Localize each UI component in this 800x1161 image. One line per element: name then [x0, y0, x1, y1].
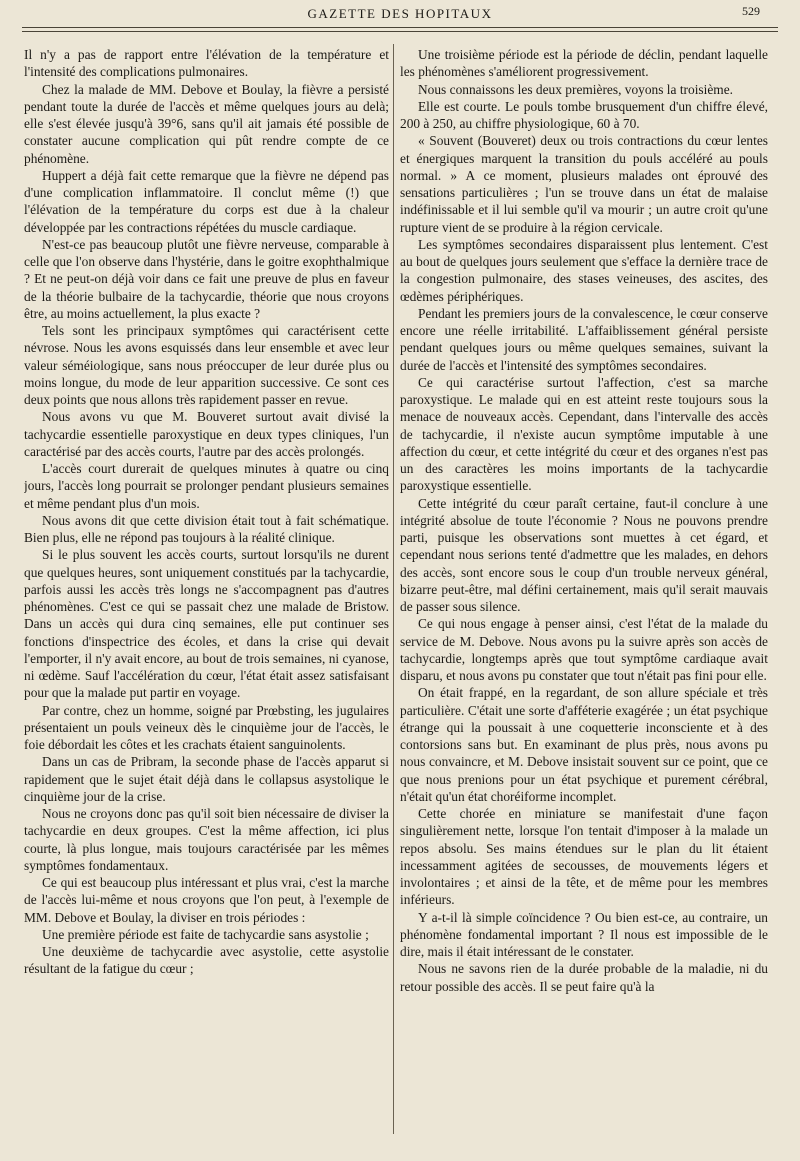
paragraph: Dans un cas de Pribram, la seconde phase de l'accès apparut si rapidement que le sujet était déjà dans le collapsus asystolique le cinquième jour de la crise. — [24, 754, 389, 804]
paragraph: Une troisième période est la période de déclin, pendant laquelle les phénomènes s'améliorent progressivement. — [400, 47, 768, 80]
paragraph: Les symptômes secondaires disparaissent plus lentement. C'est au bout de quelques jours seulement que s'efface la dernière trace de la congestion pulmonaire, des stases veineuses, des ascites, des œdèmes périphériques. — [400, 236, 768, 304]
page-number: 529 — [742, 4, 760, 18]
paragraph: Ce qui nous engage à penser ainsi, c'est l'état de la malade du service de M. Debove. Nous avons pu la suivre après son accès de tachycardie, longtemps après que tout symptôme cardiaque avait disparu, et nous avons pu constater que tout n'était pas fini pour elle. — [400, 616, 768, 683]
paragraph: Une deuxième de tachycardie avec asystolie, cette asystolie résultant de la fatigue du cœur ; — [24, 944, 389, 977]
paragraph: Nous ne croyons donc pas qu'il soit bien nécessaire de diviser la tachycardie en deux groupes. C'est la même affection, ici plus courte, là plus longue, mais toujours caractérisée par les mêmes symptômes fondamentaux. — [24, 806, 389, 873]
paragraph: Une première période est faite de tachycardie sans asystolie ; — [42, 926, 369, 942]
paragraph: Ce qui caractérise surtout l'affection, c'est sa marche paroxystique. Le malade qui en est atteint reste toujours sous la menace de nouveaux accès. Cependant, dans l'intervalle des accès de tachycardie, il n'existe aucun symptôme imputable à une affection du cœur, et cette intégrité du cœur et des organes n'est pas un des caractères les moins importants de la tachycardie paroxystique essentielle. — [400, 374, 768, 494]
paragraph: Cette chorée en miniature se manifestait d'une façon singulièrement nette, lorsque l'on tentait d'imposer à la malade un repos absolu. Ses mains étendues sur le plan du lit étaient incessamment agitées de secousses, de mouvements légers et involontaires ; et ainsi de la tête, et de même pour les membres inférieurs. — [400, 806, 768, 908]
paragraph: Cette intégrité du cœur paraît certaine, faut-il conclure à une intégrité absolue de toute l'économie ? Nous ne pouvons prendre parti, puisque les observations sont muettes à cet égard, et cependant nous serions tenté d'admettre que les malades, en dehors des accès, sont encore sous le coup d'un trouble nerveux général, bizarre peut-être, mal défini certainement, mais qu'il serait mauvais de passer sous silence. — [400, 495, 768, 614]
paragraph: Pendant les premiers jours de la convalescence, le cœur conserve encore une réelle irritabilité. L'affaiblissement général persiste pendant quelques jours ou même quelques semaines, suivant la durée de l'accès et l'intensité des symptômes secondaires. — [400, 305, 768, 373]
right-column — [400, 46, 768, 1136]
paragraph: Nous avons vu que M. Bouveret surtout avait divisé la tachycardie essentielle paroxystique en deux types cliniques, l'un caractérisé par des accès courts, l'autre par des accès prolongés. — [24, 409, 389, 459]
paragraph: Huppert a déjà fait cette remarque que la fièvre ne dépend pas d'une complication inflammatoire. Il conclut même (!) que l'élévation de la température du corps est due à la chaleur développée par les contractions répétées du muscle cardiaque. — [24, 167, 389, 235]
paragraph: Tels sont les principaux symptômes qui caractérisent cette névrose. Nous les avons esquissés dans leur ensemble et avec leur valeur séméiologique, sans nous préoccuper de leur durée plus ou moins longue, du mode de leur apparition successive. Ce sont ces deux points que nous allons très rapidement passer en revue. — [24, 323, 389, 407]
paragraph: Elle est courte. Le pouls tombe brusquement d'un chiffre élevé, 200 à 250, au chiffre physiologique, 60 à 70. — [400, 98, 768, 131]
paragraph: Nous connaissons les deux premières, voyons la troisième. — [418, 81, 733, 97]
paragraph: Ce qui est beaucoup plus intéressant et plus vrai, c'est la marche de l'accès lui-même et nous croyons que l'on peut, à l'exemple de MM. Debove et Boulay, la diviser en trois périodes : — [24, 875, 389, 925]
running-title: GAZETTE DES HOPITAUX — [307, 6, 493, 21]
paragraph: L'accès court durerait de quelques minutes à quatre ou cinq jours, l'accès long pourrait se prolonger pendant plusieurs semaines et même pendant plus d'un mois. — [24, 461, 389, 511]
column-divider — [393, 44, 394, 1134]
paragraph: Chez la malade de MM. Debove et Boulay, la fièvre a persisté pendant toute la durée de l'accès et même quelques jours au delà; elle s'est élevée jusqu'à 39°6, sans qu'il ait jamais été possible de constater aucune complication qui pût rendre compte de ce phénomène. — [24, 81, 389, 166]
paragraph: On était frappé, en la regardant, de son allure spéciale et très particulière. C'était une sorte d'afféterie exagérée ; un état psychique étrange qui la poussait à une coquetterie inconsciente et à des contorsions sans but. En examinant de plus près, nous avons pu nous convaincre, et M. Debove insistait souvent sur ce point, que ce que nous prenions pour un état psychique et purement cérébral, n'était qu'un état choréiforme incomplet. — [400, 685, 768, 804]
paragraph: Il n'y a pas de rapport entre l'élévation de la température et l'intensité des complications pulmonaires. — [24, 47, 389, 80]
paragraph: N'est-ce pas beaucoup plutôt une fièvre nerveuse, comparable à celle que l'on observe dans l'hystérie, dans le goitre exophthalmique ? Et ne peut-on déjà voir dans ce fait une preuve de plus en faveur de la théorie bulbaire de la tachycardie, théorie que nous croyons être, au moins actuellement, la plus exacte ? — [24, 236, 389, 321]
paragraph: Nous ne savons rien de la durée probable de la maladie, ni du retour possible des accès. Il se peut faire qu'à la — [400, 961, 768, 994]
paragraph: Nous avons dit que cette division était tout à fait schématique. Bien plus, elle ne répond pas toujours à la réalité clinique. — [24, 512, 389, 545]
left-column — [24, 46, 389, 1136]
header-rule-bottom — [22, 31, 778, 32]
header-rule-top — [22, 27, 778, 28]
paragraph: Si le plus souvent les accès courts, surtout lorsqu'ils ne durent que quelques heures, sont uniquement constitués par la tachycardie, parfois aussi les accès très longs ne s'accompagnent pas d'autres phénomènes. C'est ce qui se passait chez une malade de Bristow. Dans un accès qui dura cinq semaines, elle put continuer ses fonctions d'inspectrice des écoles, et dans la crise qui devait l'emporter, il n'y avait encore, au bout de trois semaines, ni cyanose, ni œdème. Sauf l'accélération du cœur, l'état était assez satisfaisant pour que la malade put partir en voyage. — [24, 547, 389, 701]
paragraph: « Souvent (Bouveret) deux ou trois contractions du cœur lentes et énergiques marquent la transition du pouls accéléré au pouls normal. » A ce moment, plusieurs malades ont éprouvé des sensations particulières ; l'un se trouve dans un état de malaise indéfinissable et il lui semble qu'il va mourir ; un autre croit qu'une rupture vient de se produire à la région cervicale. — [400, 133, 768, 235]
paragraph: Par contre, chez un homme, soigné par Prœbsting, les jugulaires présentaient un pouls veineux dès le cinquième jour de l'accès, le foie débordait les côtes et les crachats étaient sanguinolents. — [24, 702, 389, 752]
paragraph: Y a-t-il là simple coïncidence ? Ou bien est-ce, au contraire, un phénomène fondamental important ? Il nous est impossible de le dire, mais il était intéressant de le constater. — [400, 909, 768, 959]
